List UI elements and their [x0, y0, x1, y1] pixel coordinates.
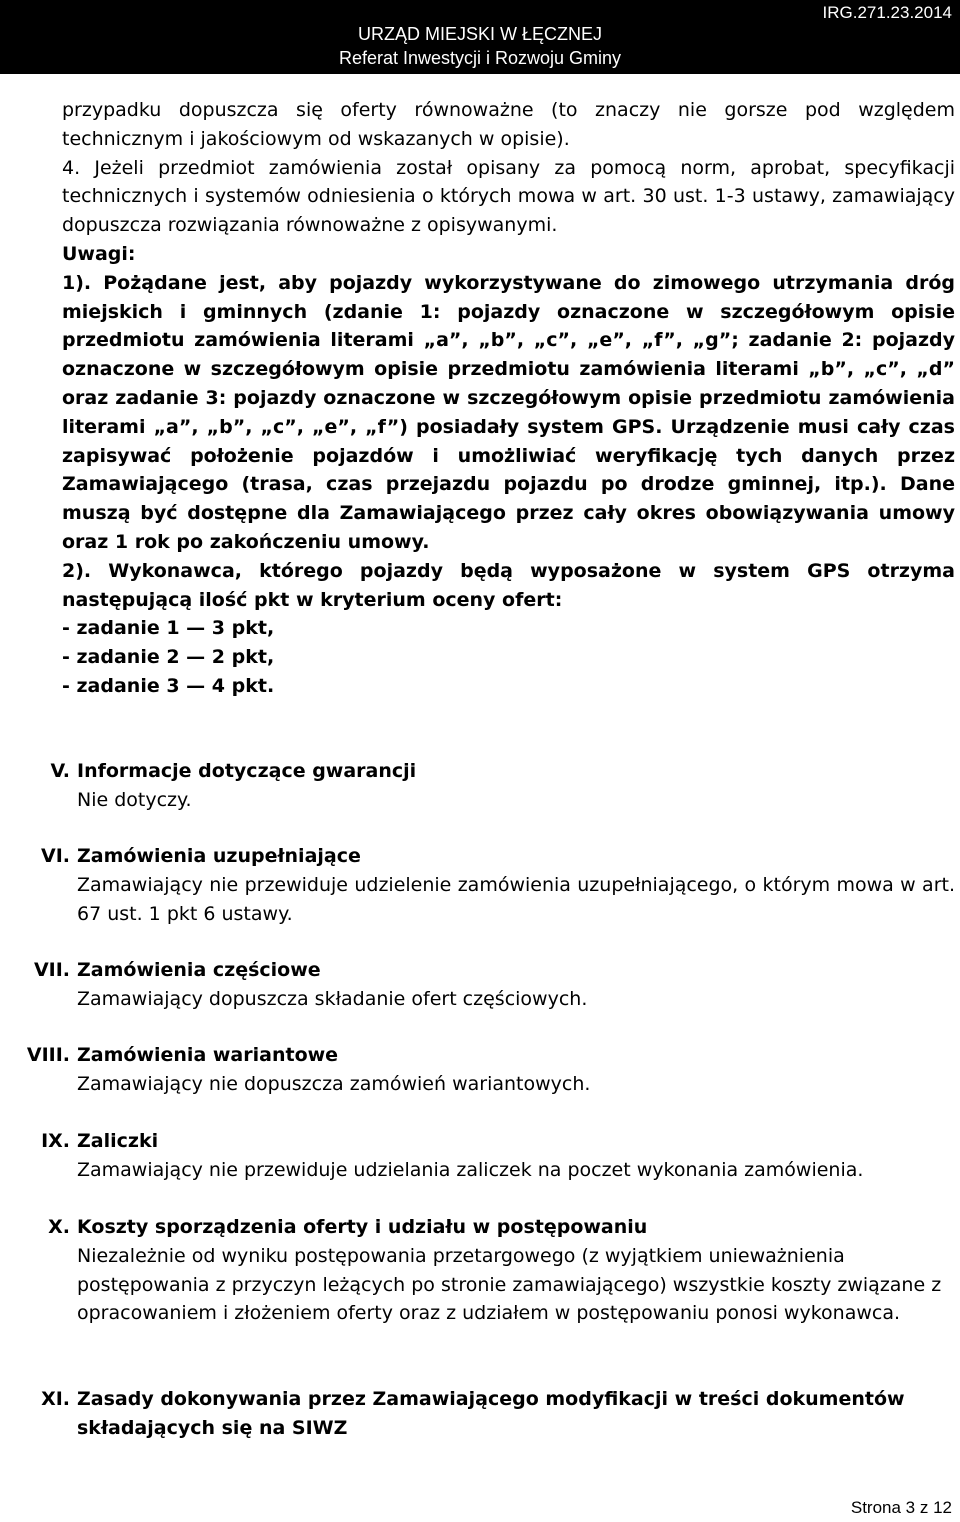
organization-line-1: URZĄD MIEJSKI W ŁĘCZNEJ — [357, 24, 603, 44]
section-number: IX. — [41, 1130, 70, 1152]
section-number: VIII. — [26, 1044, 70, 1066]
note-2: 2). Wykonawca, którego pojazdy będą wyposażone w system GPS otrzyma następującą ilość pkt w kryterium oceny ofert: — [62, 559, 955, 611]
page-number: Strona 3 z 12 — [850, 1498, 952, 1517]
organization-line-2: Referat Inwestycji i Rozwoju Gminy — [338, 48, 622, 68]
section-text: Zamawiający nie przewiduje udzielania zaliczek na poczet wykonania zamówienia. — [77, 1158, 864, 1181]
section-title: Zaliczki — [77, 1130, 159, 1152]
uwagi-label: Uwagi: — [62, 242, 136, 265]
intro-paragraph-2: 4. Jeżeli przedmiot zamówienia został opisany za pomocą norm, aprobat, specyfikacji technicznych i systemów odniesienia o których mowa w art. 30 ust. 1-3 ustawy, zamawiający dopuszcza rozwiązania równoważne z opisywanymi. — [62, 156, 955, 237]
section-text: Zamawiający nie przewiduje udzielenie zamówienia uzupełniającego, o którym mowa w art. 67 ust. 1 pkt 6 ustawy. — [77, 873, 955, 925]
document-number: IRG.271.23.2014 — [822, 3, 952, 22]
section-number: VI. — [41, 845, 70, 867]
intro-block — [62, 96, 955, 701]
note-1: 1). Pożądane jest, aby pojazdy wykorzystywane do zimowego utrzymania dróg miejskich i gminnych (zdanie 1: pojazdy oznaczone w szczegółowym opisie przedmiotu zamówienia literami „a”, „b”, „c”, „e”, „f”, „g”; zadanie 2: pojazdy oznaczone w szczegółowym opisie przedmiotu zamówienia literami „b”, „c”, „d” oraz zadanie 3: pojazdy oznaczone w szczegółowym opisie przedmiotu zamówienia literami „a”, „b”, „c”, „e”, „f”) posiadały system GPS. Urządzenie musi cały czas zapisywać położenie pojazdów i umożliwiać weryfikację tych danych przez Zamawiającego (trasa, czas przejazdu pojazdu po drodze gminnej, itp.). Dane muszą być dostępne dla Zamawiającego przez cały okres obowiązywania umowy oraz 1 rok po zakończeniu umowy. — [62, 271, 955, 553]
points-item-1: - zadanie 1 — 3 pkt, — [62, 617, 275, 640]
section-title: Zamówienia wariantowe — [77, 1044, 339, 1066]
section-text: Nie dotyczy. — [77, 788, 192, 811]
points-item-3: - zadanie 3 — 4 pkt. — [62, 674, 275, 697]
section-text: Zamawiający nie dopuszcza zamówień wariantowych. — [77, 1072, 591, 1095]
section-number: VII. — [33, 959, 70, 981]
organization-name — [0, 22, 960, 70]
intro-paragraph-1: przypadku dopuszcza się oferty równoważne (to znaczy nie gorsze pod względem technicznym i jakościowym od wskazanych w opisie). — [62, 99, 955, 150]
section-title: Zasady dokonywania przez Zamawiającego modyfikacji w treści dokumentów składających się na SIWZ — [77, 1388, 905, 1439]
section-title: Zamówienia częściowe — [77, 959, 321, 981]
section-title: Informacje dotyczące gwarancji — [77, 760, 417, 782]
section-number: V. — [50, 760, 70, 782]
section-number: X. — [48, 1216, 70, 1238]
section-title: Koszty sporządzenia oferty i udziału w postępowaniu — [77, 1216, 648, 1238]
page-header — [0, 0, 960, 74]
section-title: Zamówienia uzupełniające — [77, 845, 361, 867]
section-text: Niezależnie od wyniku postępowania przetargowego (z wyjątkiem unieważnienia postępowania z przyczyn leżących po stronie zamawiającego) wszystkie koszty związane z opracowaniem i złożeniem oferty oraz z udziałem w postępowaniu ponosi wykonawca. — [77, 1244, 942, 1325]
section-text: Zamawiający dopuszcza składanie ofert częściowych. — [77, 987, 588, 1010]
points-item-2: - zadanie 2 — 2 pkt, — [62, 646, 275, 669]
section-number: XI. — [41, 1388, 70, 1410]
